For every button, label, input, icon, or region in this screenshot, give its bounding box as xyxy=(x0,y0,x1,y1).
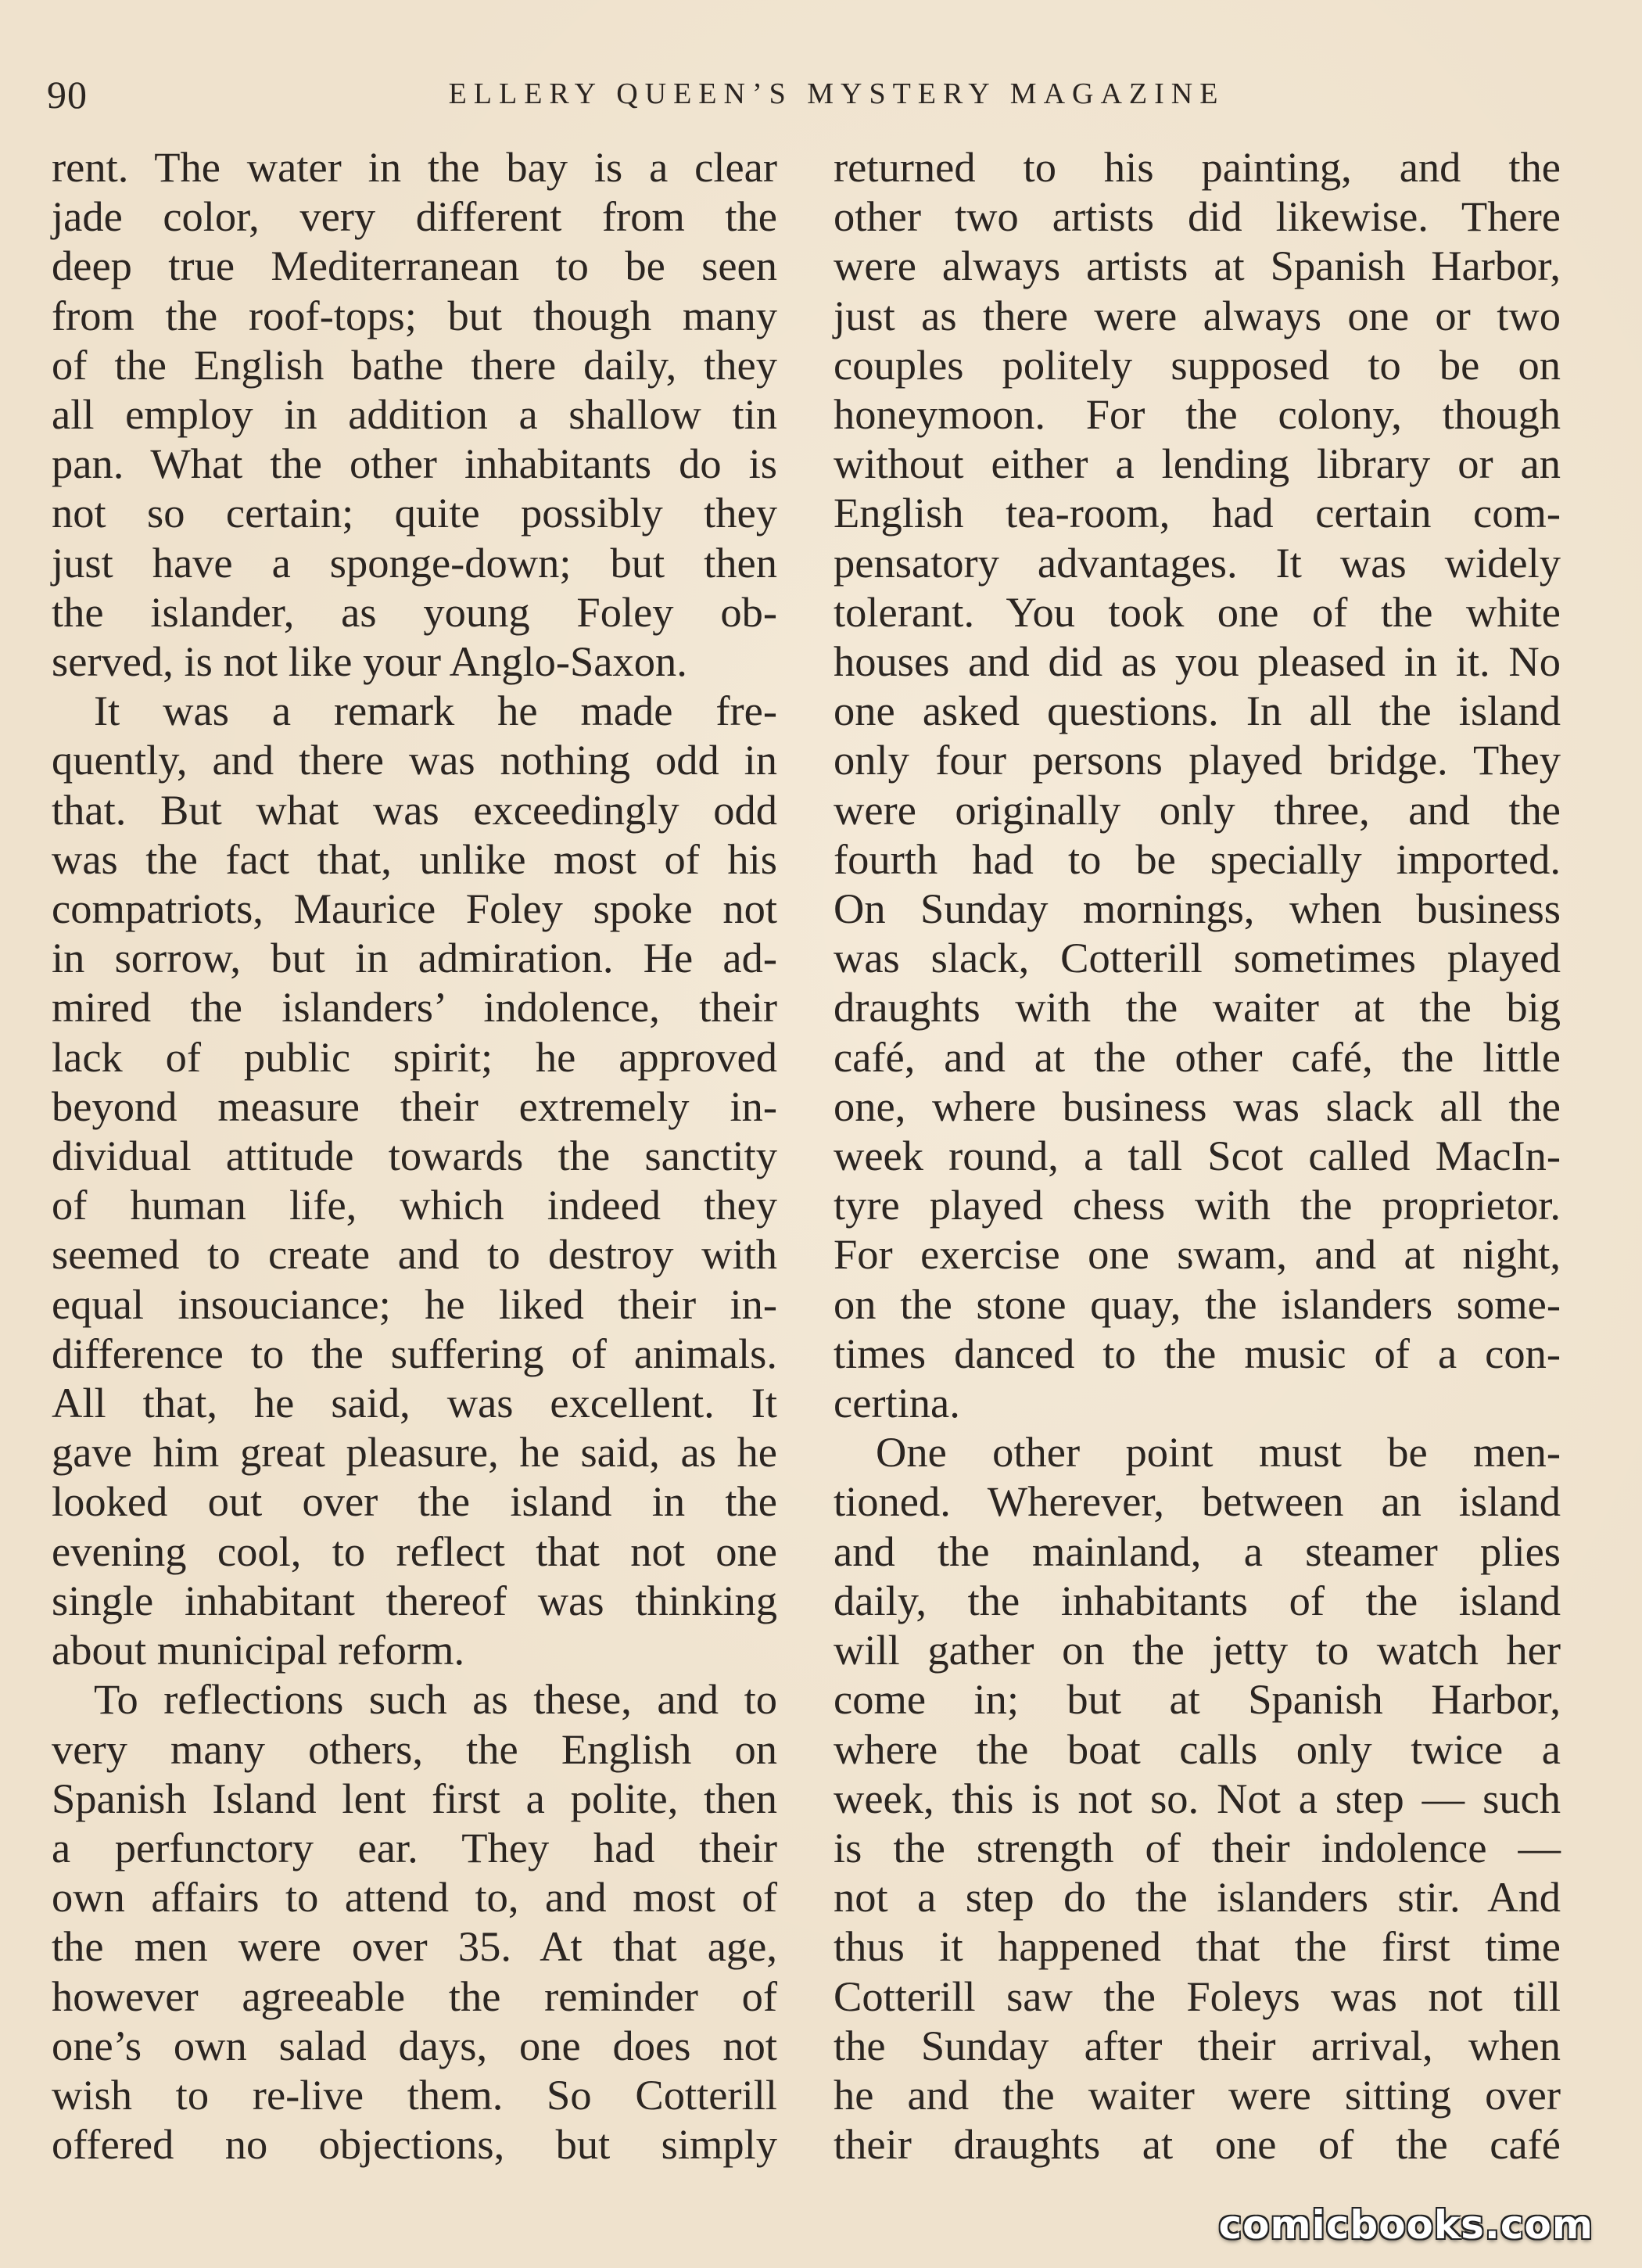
text-line: seemed to create and to destroy with xyxy=(52,1230,777,1279)
text-line: honeymoon. For the colony, though xyxy=(834,390,1561,439)
running-head: ELLERY QUEEN’S MYSTERY MAGAZINE xyxy=(448,77,1225,110)
text-line: rent. The water in the bay is a clear xyxy=(52,143,777,191)
text-line: tolerant. You took one of the white xyxy=(834,587,1561,636)
text-line: tyre played chess with the proprietor. xyxy=(834,1181,1561,1229)
text-line: certina. xyxy=(834,1379,960,1427)
text-line: one’s own salad days, one does not xyxy=(52,2021,777,2069)
watermark-logo: comicbooks.com xyxy=(1218,2202,1594,2248)
text-line: mired the islanders’ indolence, their xyxy=(52,983,777,1032)
text-line: couples politely supposed to be on xyxy=(834,340,1561,389)
text-line: week round, a tall Scot called MacIn- xyxy=(834,1132,1561,1180)
text-line: the islander, as young Foley ob- xyxy=(52,587,777,636)
text-line: were originally only three, and the xyxy=(834,785,1561,834)
text-line: the Sunday after their arrival, when xyxy=(834,2021,1561,2069)
text-line: not a step do the islanders stir. And xyxy=(834,1873,1561,1922)
text-line: that. But what was exceedingly odd xyxy=(52,785,777,834)
text-line: week, this is not so. Not a step — such xyxy=(834,1774,1561,1822)
text-line: One other point must be men- xyxy=(876,1428,1561,1477)
text-line: is the strength of their indolence — xyxy=(834,1823,1561,1871)
text-line: compatriots, Maurice Foley spoke not xyxy=(52,885,777,933)
text-line: only four persons played bridge. They xyxy=(834,736,1561,784)
text-line: houses and did as you pleased in it. No xyxy=(834,637,1561,686)
text-line: a perfunctory ear. They had their xyxy=(52,1823,777,1871)
text-line: however agreeable the reminder of xyxy=(52,1972,777,2020)
text-line: about municipal reform. xyxy=(52,1626,465,1674)
text-line: On Sunday mornings, when business xyxy=(834,885,1561,933)
text-line: will gather on the jetty to watch her xyxy=(834,1626,1561,1674)
text-line: To reflections such as these, and to xyxy=(94,1675,777,1724)
text-line: difference to the suffering of animals. xyxy=(52,1329,777,1377)
text-line: draughts with the waiter at the big xyxy=(834,983,1561,1032)
text-line: of the English bathe there daily, they xyxy=(52,340,777,389)
text-line: their draughts at one of the café xyxy=(834,2120,1561,2169)
left-text-column xyxy=(52,142,777,2169)
text-line: single inhabitant thereof was thinking xyxy=(52,1576,777,1624)
text-line: where the boat calls only twice a xyxy=(834,1724,1561,1773)
page-number: 90 xyxy=(47,73,88,117)
text-line: fourth had to be specially imported. xyxy=(834,834,1561,883)
text-line: looked out over the island in the xyxy=(52,1477,777,1526)
text-line: Spanish Island lent first a polite, then xyxy=(52,1774,777,1822)
text-line: wish to re-live them. So Cotterill xyxy=(52,2070,777,2119)
text-line: jade color, very different from the xyxy=(52,192,777,241)
text-line: and the mainland, a steamer plies xyxy=(834,1527,1561,1575)
text-line: lack of public spirit; he approved xyxy=(52,1032,777,1081)
text-line: equal insouciance; he liked their in- xyxy=(52,1279,777,1328)
text-line: quently, and there was nothing odd in xyxy=(52,736,777,784)
text-line: one, where business was slack all the xyxy=(834,1082,1561,1130)
text-line: returned to his painting, and the xyxy=(834,143,1561,191)
text-line: one asked questions. In all the island xyxy=(834,687,1561,735)
text-line: All that, he said, was excellent. It xyxy=(52,1379,777,1427)
text-line: pan. What the other inhabitants do is xyxy=(52,440,777,488)
page-header xyxy=(47,72,1595,127)
text-line: times danced to the music of a con- xyxy=(834,1329,1561,1377)
right-text-column xyxy=(834,142,1561,2169)
text-line: café, and at the other café, the little xyxy=(834,1032,1561,1081)
text-line: It was a remark he made fre- xyxy=(94,687,777,735)
text-line: from the roof-tops; but though many xyxy=(52,291,777,339)
text-line: the men were over 35. At that age, xyxy=(52,1922,777,1971)
text-line: tioned. Wherever, between an island xyxy=(834,1477,1561,1526)
text-line: thus it happened that the first time xyxy=(834,1922,1561,1971)
text-line: in sorrow, but in admiration. He ad- xyxy=(52,934,777,982)
text-line: he and the waiter were sitting over xyxy=(834,2070,1561,2119)
text-line: all employ in addition a shallow tin xyxy=(52,390,777,439)
text-line: just have a sponge-down; but then xyxy=(52,538,777,587)
text-line: deep true Mediterranean to be seen xyxy=(52,242,777,290)
text-line: just as there were always one or two xyxy=(834,291,1561,339)
text-line: dividual attitude towards the sanctity xyxy=(52,1132,777,1180)
text-line: on the stone quay, the islanders some- xyxy=(834,1279,1561,1328)
text-line: beyond measure their extremely in- xyxy=(52,1082,777,1130)
text-line: very many others, the English on xyxy=(52,1724,777,1773)
text-line: without either a lending library or an xyxy=(834,440,1561,488)
text-line: pensatory advantages. It was widely xyxy=(834,538,1561,587)
text-line: own affairs to attend to, and most of xyxy=(52,1873,777,1922)
text-line: other two artists did likewise. There xyxy=(834,192,1561,241)
text-line: English tea-room, had certain com- xyxy=(834,489,1561,537)
text-line: come in; but at Spanish Harbor, xyxy=(834,1675,1561,1724)
text-line: gave him great pleasure, he said, as he xyxy=(52,1428,777,1477)
text-line: evening cool, to reflect that not one xyxy=(52,1527,777,1575)
text-line: daily, the inhabitants of the island xyxy=(834,1576,1561,1624)
text-line: offered no objections, but simply xyxy=(52,2120,777,2169)
text-line: was slack, Cotterill sometimes played xyxy=(834,934,1561,982)
text-line: of human life, which indeed they xyxy=(52,1181,777,1229)
text-line: not so certain; quite possibly they xyxy=(52,489,777,537)
text-line: Cotterill saw the Foleys was not till xyxy=(834,1972,1561,2020)
text-line: was the fact that, unlike most of his xyxy=(52,834,777,883)
text-line: were always artists at Spanish Harbor, xyxy=(834,242,1561,290)
text-line: served, is not like your Anglo-Saxon. xyxy=(52,637,687,686)
text-line: For exercise one swam, and at night, xyxy=(834,1230,1561,1279)
